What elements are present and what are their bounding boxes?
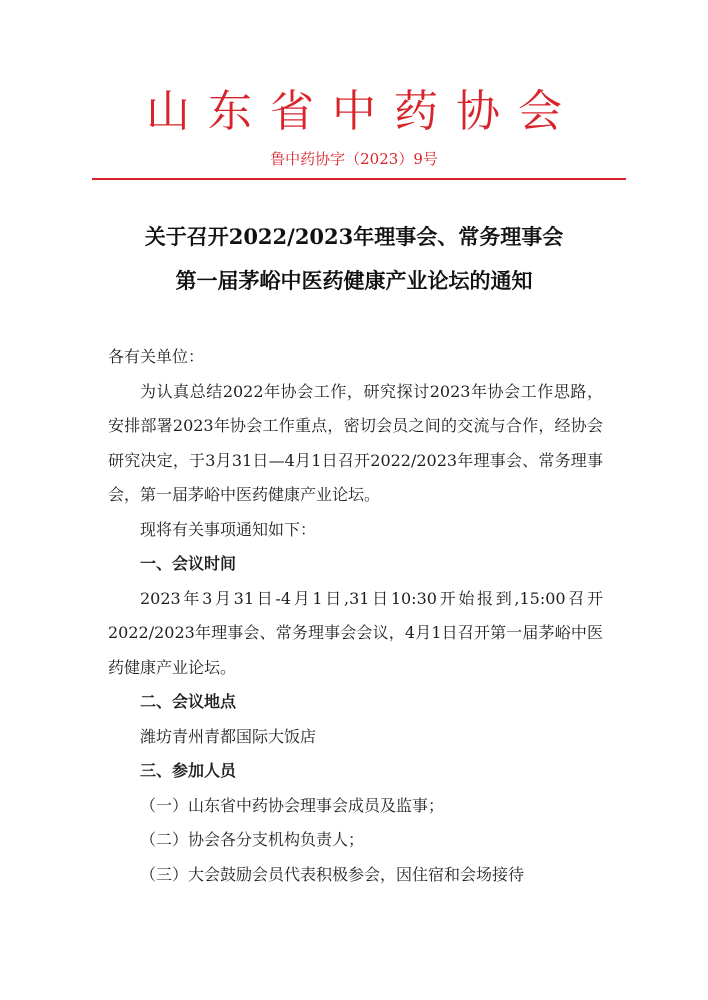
- notify-paragraph: 现将有关事项通知如下：: [140, 519, 317, 539]
- organization-title: 山东省中药协会: [146, 86, 580, 137]
- intro-paragraph: 为认真总结2022年协会工作，研究探讨2023年协会工作思路，安排部署2023年协会工作重点，密切会员之间的交流与合作，经协会研究决定，于3月31日—4月1日召开2022/2023年理事会、常务理事会，第一届茅峪中医药健康产业论坛。: [108, 381, 603, 504]
- document-body: [108, 340, 603, 892]
- section-heading-attendees: 三、参加人员: [140, 761, 237, 780]
- section-heading-time: 一、会议时间: [140, 554, 237, 573]
- notice-title-line-2: 第一届茅峪中医药健康产业论坛的通知: [175, 268, 533, 293]
- section-content-time: 2023年3月31日-4月1日,31日10:30开始报到,15:00召开2022/2023年理事会、常务理事会会议，4月1日召开第一届茅峪中医药健康产业论坛。: [108, 588, 603, 677]
- document-number: 鲁中药协字（2023）9号: [270, 150, 438, 168]
- attendee-item: （三）大会鼓励会员代表积极参会，因住宿和会场接待: [140, 864, 525, 884]
- section-content-location: 潍坊青州青都国际大饭店: [140, 726, 317, 746]
- red-divider-line: [92, 178, 626, 180]
- section-heading-location: 二、会议地点: [140, 692, 237, 711]
- salutation: 各有关单位：: [108, 347, 205, 366]
- attendee-item: （二）协会各分支机构负责人；: [140, 830, 365, 849]
- attendee-item: （一）山东省中药协会理事会成员及监事；: [140, 795, 445, 815]
- notice-title-line-1: 关于召开2022/2023年理事会、常务理事会: [144, 224, 564, 249]
